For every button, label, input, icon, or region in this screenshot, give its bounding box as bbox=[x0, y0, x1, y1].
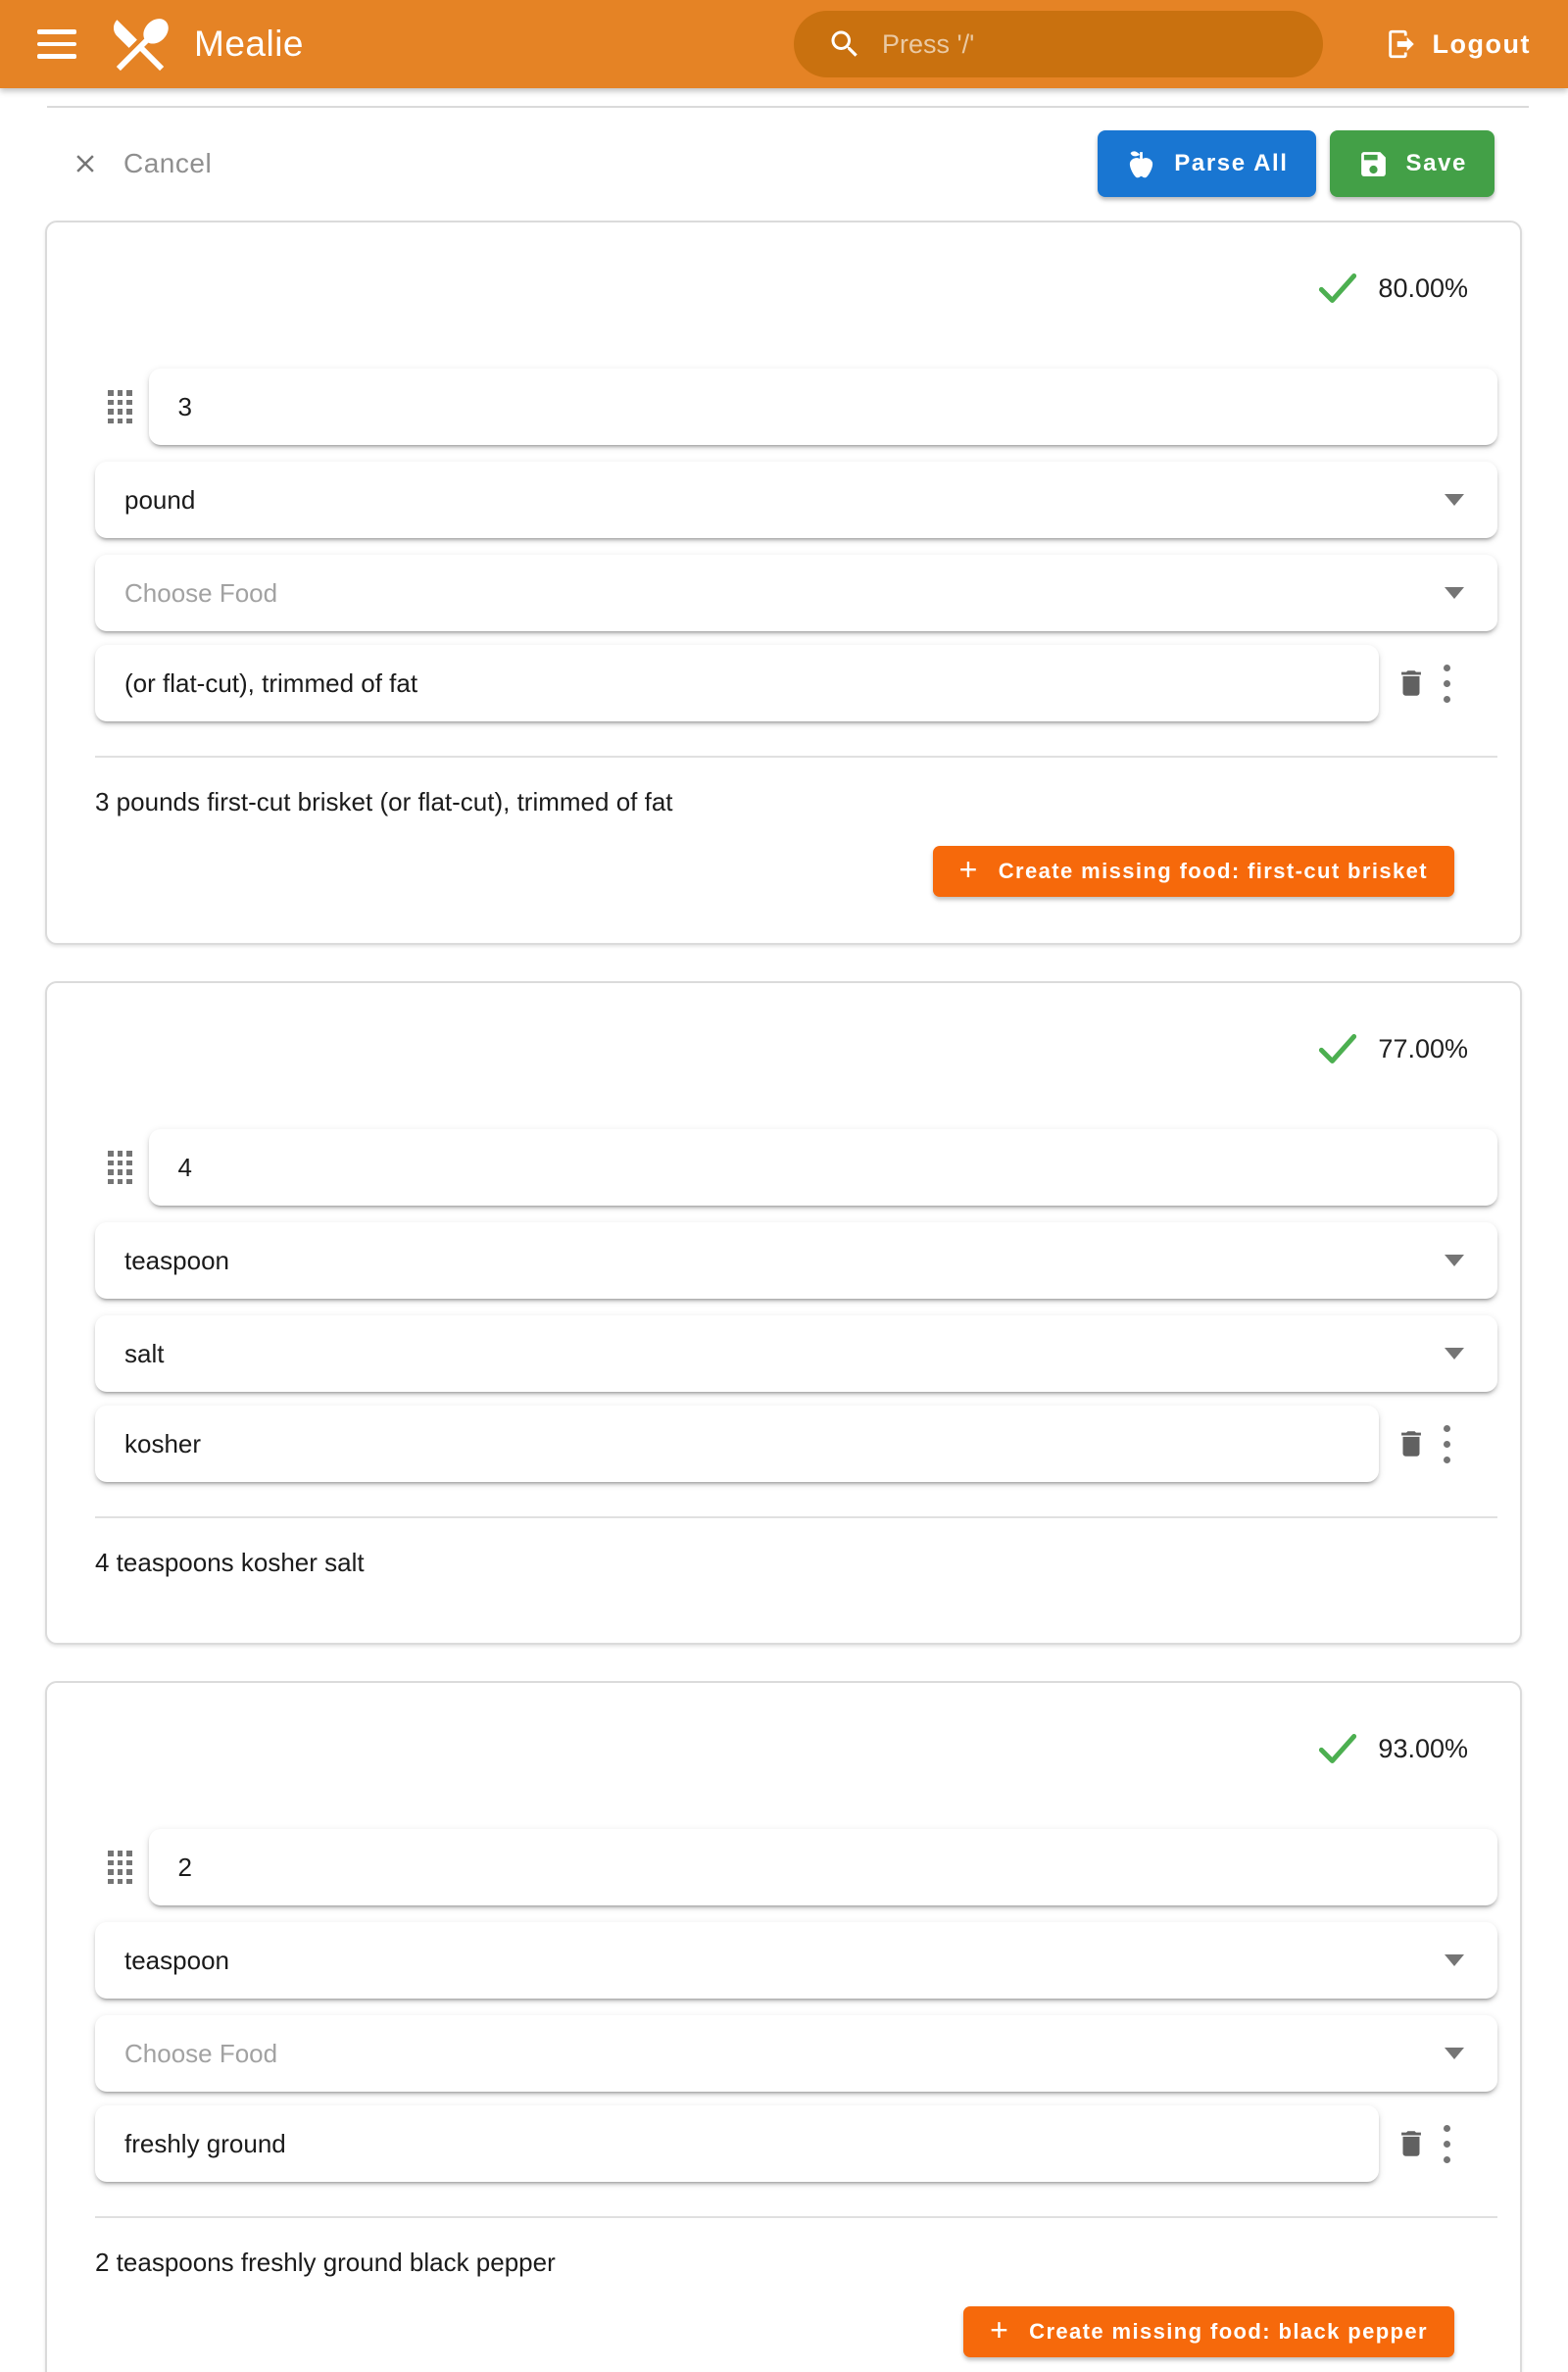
chevron-down-icon bbox=[1445, 587, 1464, 599]
app-header bbox=[0, 0, 1568, 88]
chevron-down-icon bbox=[1445, 2048, 1464, 2059]
ingredient-card bbox=[45, 1681, 1522, 2372]
quantity-row bbox=[95, 1829, 1497, 1905]
confidence-row bbox=[95, 1724, 1468, 1773]
trash-icon bbox=[1395, 2126, 1428, 2161]
search-icon bbox=[827, 26, 862, 62]
save-icon bbox=[1357, 148, 1390, 180]
more-options-button[interactable] bbox=[1444, 1425, 1450, 1463]
delete-button[interactable] bbox=[1389, 654, 1434, 713]
create-missing-food-button[interactable] bbox=[963, 2306, 1454, 2357]
search-input[interactable] bbox=[794, 11, 1323, 77]
search-placeholder: Press '/' bbox=[882, 28, 975, 59]
parse-all-label: Parse All bbox=[1174, 150, 1289, 176]
save-label: Save bbox=[1405, 150, 1467, 176]
save-button[interactable] bbox=[1330, 130, 1494, 197]
unit-value: teaspoon bbox=[124, 1945, 229, 1975]
create-missing-food-label: Create missing food: first-cut brisket bbox=[998, 859, 1428, 883]
create-missing-food-button[interactable] bbox=[933, 846, 1454, 897]
unit-select[interactable] bbox=[95, 1922, 1497, 1999]
confidence-row bbox=[95, 1024, 1468, 1073]
unit-value: pound bbox=[124, 484, 196, 515]
check-icon bbox=[1315, 1731, 1360, 1766]
ingredient-card bbox=[45, 221, 1522, 945]
plus-icon: + bbox=[958, 852, 979, 887]
drag-handle-icon[interactable] bbox=[108, 1851, 132, 1884]
quantity-input[interactable] bbox=[149, 1829, 1498, 1905]
unit-select[interactable] bbox=[95, 462, 1497, 538]
cancel-button[interactable] bbox=[71, 148, 212, 179]
delete-button[interactable] bbox=[1389, 1414, 1434, 1473]
top-divider bbox=[47, 106, 1529, 108]
original-ingredient-text: 4 teaspoons kosher salt bbox=[95, 1548, 365, 1577]
check-icon bbox=[1315, 1031, 1360, 1066]
note-row bbox=[95, 1406, 1497, 1482]
quantity-input[interactable] bbox=[149, 369, 1498, 445]
confidence-value: 80.00% bbox=[1378, 272, 1468, 303]
chevron-down-icon bbox=[1445, 1348, 1464, 1359]
food-placeholder: Choose Food bbox=[124, 2038, 278, 2068]
food-select[interactable] bbox=[95, 2015, 1497, 2092]
note-input[interactable] bbox=[95, 645, 1379, 721]
divider bbox=[95, 2216, 1497, 2218]
drag-handle-icon[interactable] bbox=[108, 390, 132, 423]
quantity-row bbox=[95, 1129, 1497, 1206]
logout-button[interactable] bbox=[1385, 27, 1531, 61]
plus-icon: + bbox=[990, 2312, 1010, 2347]
confidence-value: 77.00% bbox=[1378, 1033, 1468, 1063]
note-row bbox=[95, 645, 1497, 721]
ingredient-card bbox=[45, 981, 1522, 1645]
logout-label: Logout bbox=[1432, 28, 1531, 59]
divider bbox=[95, 1516, 1497, 1518]
cancel-label: Cancel bbox=[123, 148, 213, 178]
unit-value: teaspoon bbox=[124, 1245, 229, 1275]
trash-icon bbox=[1395, 666, 1428, 701]
note-input[interactable] bbox=[95, 1406, 1379, 1482]
toolbar bbox=[71, 129, 1494, 198]
confidence-row bbox=[95, 264, 1468, 313]
app-title: Mealie bbox=[194, 24, 304, 64]
trash-icon bbox=[1395, 1426, 1428, 1461]
original-ingredient-text: 2 teaspoons freshly ground black pepper bbox=[95, 2248, 556, 2277]
check-icon bbox=[1315, 271, 1360, 306]
food-value: salt bbox=[124, 1338, 165, 1368]
quantity-input[interactable] bbox=[149, 1129, 1498, 1206]
mealie-logo-icon bbox=[106, 10, 174, 78]
parse-all-button[interactable] bbox=[1098, 130, 1315, 197]
original-ingredient-text: 3 pounds first-cut brisket (or flat-cut), trimmed of fat bbox=[95, 787, 673, 816]
chevron-down-icon bbox=[1445, 1255, 1464, 1266]
divider bbox=[95, 756, 1497, 758]
create-missing-food-label: Create missing food: black pepper bbox=[1029, 2319, 1428, 2344]
note-input[interactable] bbox=[95, 2105, 1379, 2182]
drag-handle-icon[interactable] bbox=[108, 1151, 132, 1184]
food-select[interactable] bbox=[95, 555, 1497, 631]
menu-icon[interactable] bbox=[37, 29, 76, 59]
more-options-button[interactable] bbox=[1444, 665, 1450, 703]
logout-icon bbox=[1385, 27, 1418, 61]
apple-icon bbox=[1125, 148, 1157, 180]
more-options-button[interactable] bbox=[1444, 2125, 1450, 2163]
food-select[interactable] bbox=[95, 1315, 1497, 1392]
note-row bbox=[95, 2105, 1497, 2182]
chevron-down-icon bbox=[1445, 494, 1464, 506]
delete-button[interactable] bbox=[1389, 2114, 1434, 2173]
unit-select[interactable] bbox=[95, 1222, 1497, 1299]
food-placeholder: Choose Food bbox=[124, 577, 278, 608]
confidence-value: 93.00% bbox=[1378, 1733, 1468, 1763]
quantity-row bbox=[95, 369, 1497, 445]
ingredient-list bbox=[45, 221, 1522, 2372]
chevron-down-icon bbox=[1445, 1954, 1464, 1966]
close-icon bbox=[71, 149, 100, 178]
